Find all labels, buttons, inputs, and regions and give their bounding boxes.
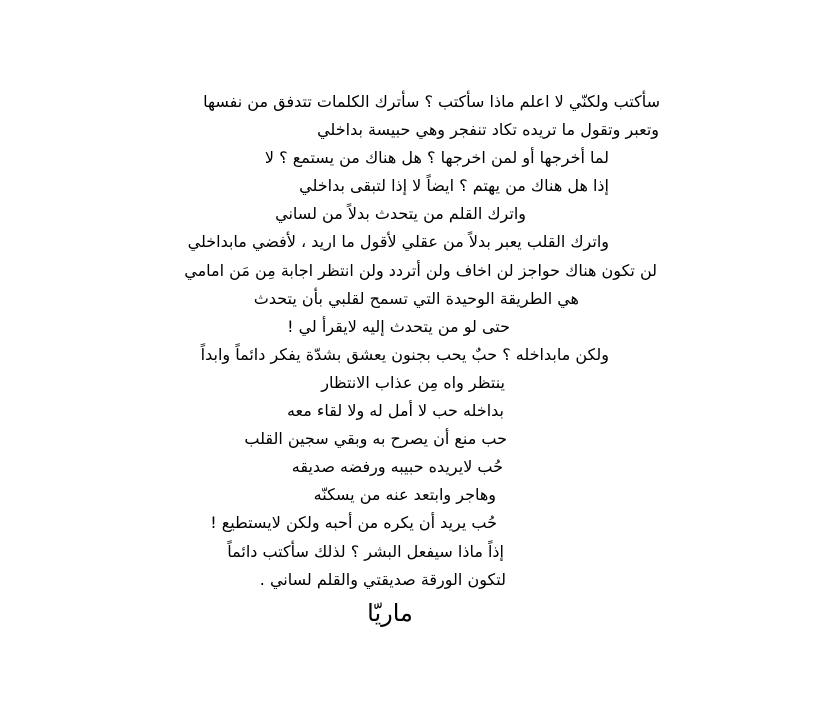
poem-line: وهاجر وابتعد عنه من يسكنّه bbox=[313, 485, 496, 505]
poem-line: بداخله حب لا أمل له ولا لقاء معه bbox=[286, 401, 504, 421]
poem-line: إذاً ماذا سيفعل البشر ؟ لذلك سأكتب دائماً bbox=[227, 541, 504, 561]
poem-line: ينتظر واه مِن عذاب الانتظار bbox=[321, 372, 505, 392]
poem-line: ولكن مابداخله ؟ حبٌ يحب بجنون يعشق بشدّة يفكر دائماً وابداً bbox=[200, 344, 609, 364]
poem-line: واترك القلم من يتحدث بدلاً من لساني bbox=[275, 204, 526, 224]
author-signature: ماريّا bbox=[367, 599, 413, 627]
poem-line: إذا هل هناك من يهتم ؟ ايضاً لا إذا لتبقى بداخلي bbox=[299, 176, 609, 196]
poem-line: لتكون الورقة صديقتي والقلم لساني . bbox=[259, 569, 506, 589]
poem-text bbox=[150, 88, 660, 594]
poem-line: سأكتب ولكنّي لا اعلم ماذا سأكتب ؟ سأترك الكلمات تتدفق من نفسها bbox=[203, 92, 660, 111]
poem-line: لن تكون هناك حواجز لن اخاف ولن أتردد ولن انتظر اجابة مِن مَن امامي bbox=[184, 260, 657, 280]
poem-line: حُب لايريده حبيبه ورفضه صديقه bbox=[291, 457, 503, 477]
poem-line: حتى لو من يتحدث إليه لايقرأ لي ! bbox=[287, 316, 510, 336]
poem-line: حُب يريد أن يكره من أحبه ولكن لايستطيع ! bbox=[210, 513, 497, 533]
poem-line: وتعبر وتقول ما تريده تكاد تنفجر وهي حبيسة بداخلي bbox=[317, 120, 659, 140]
poem-line: لما أخرجها أو لمن اخرجها ؟ هل هناك من يستمع ؟ لا bbox=[264, 148, 609, 168]
poem-line: هي الطريقة الوحيدة التي تسمح لقلبي بأن يتحدث bbox=[253, 288, 579, 308]
poem-line: واترك القلب يعبر بدلاً من عقلي لأقول ما اريد ، لأفضي مابداخلي bbox=[187, 232, 609, 252]
poem-line: حب منع أن يصرح به وبقي سجين القلب bbox=[244, 429, 507, 449]
